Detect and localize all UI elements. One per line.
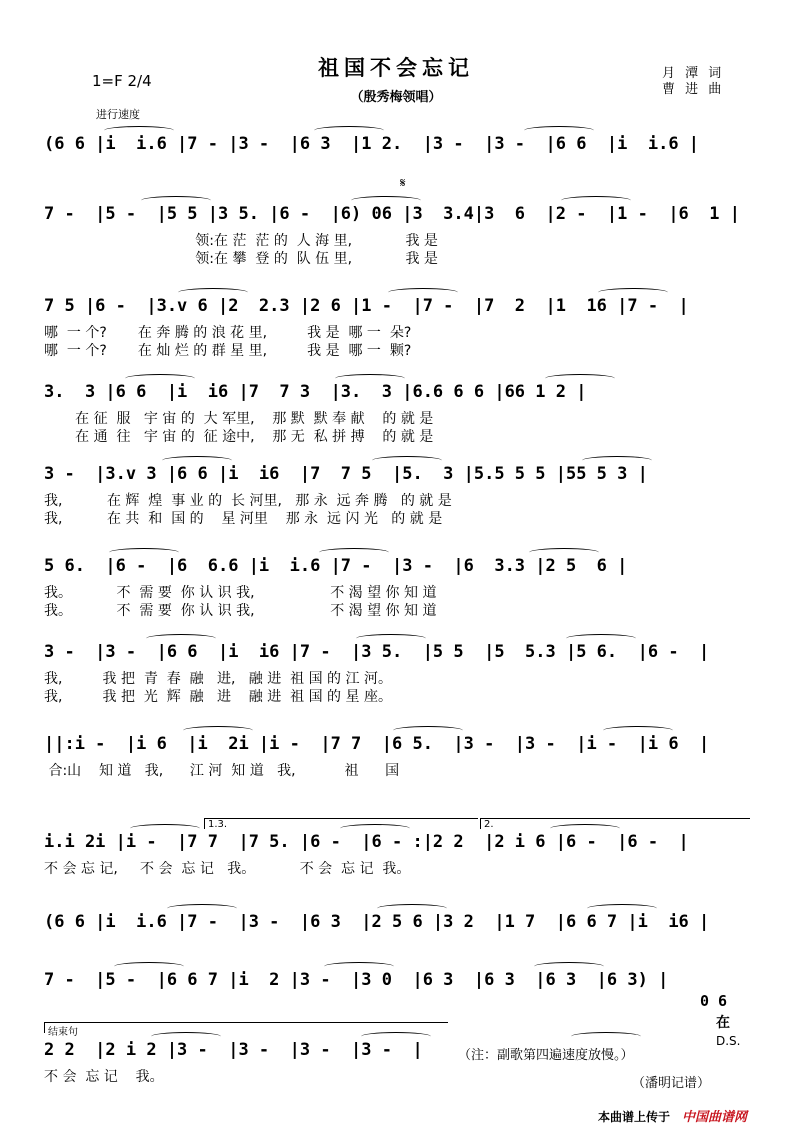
site-logo: 中国曲谱网 bbox=[682, 1110, 748, 1125]
lyrics-line: 我, 我 把 光 辉 融 进 融 进 祖 国 的 星 座。 bbox=[44, 689, 392, 705]
slur bbox=[335, 374, 405, 383]
slur bbox=[529, 548, 599, 557]
notation-line: 2 2 |2 i 2 |3 - |3 - |3 - |3 - | bbox=[44, 1040, 423, 1060]
lyrics-line: 领:在 攀 登 的 队 伍 里, 我 是 bbox=[44, 251, 438, 267]
notation-line: 3 - |3.v 3 |6 6 |i i6 |7 7 5 |5. 3 |5.5 5 5 |55 5 3 | bbox=[44, 464, 648, 484]
slur bbox=[571, 1032, 641, 1041]
slur bbox=[582, 456, 652, 465]
notation-line: 3 - |3 - |6 6 |i i6 |7 - |3 5. |5 5 |5 5.3 |5 6. |6 - | bbox=[44, 642, 710, 662]
footnote: （注：副歌第四遍速度放慢。） bbox=[458, 1048, 634, 1063]
pickup-notes: 0 6 bbox=[700, 992, 728, 1010]
slur bbox=[388, 288, 458, 297]
transcriber-credit: （潘明记谱） bbox=[632, 1076, 711, 1091]
notation-line: 7 - |5 - |5 5 |3 5. |6 - |6) 06 |3 3.4|3 6 |2 - |1 - |6 1 | bbox=[44, 204, 740, 224]
lyrics-line: 在 征 服 宇 宙 的 大 军里, 那 默 默 奉 献 的 就 是 bbox=[44, 411, 434, 427]
lyrics-line: 我, 我 把 青 春 融 进, 融 进 祖 国 的 江 河。 bbox=[44, 671, 392, 687]
lyrics-line: 领:在 茫 茫 的 人 海 里, 我 是 bbox=[44, 233, 438, 249]
slur bbox=[183, 726, 253, 735]
slur bbox=[561, 196, 631, 205]
ending-2-label: 2. bbox=[484, 819, 494, 830]
slur bbox=[319, 548, 389, 557]
segno-sign: 𝄋 bbox=[400, 176, 406, 191]
notation-line: ||:i - |i 6 |i 2i |i - |7 7 |6 5. |3 - |3 - |i - |i 6 | bbox=[44, 734, 710, 754]
notation-line: (6 6 |i i.6 |7 - |3 - |6 3 |2 5 6 |3 2 |1 7 |6 6 7 |i i6 | bbox=[44, 912, 710, 932]
slur bbox=[167, 904, 237, 913]
notation-line: 7 5 |6 - |3.v 6 |2 2.3 |2 6 |1 - |7 - |7 2 |1 16 |7 - | bbox=[44, 296, 689, 316]
slur bbox=[109, 548, 179, 557]
slur bbox=[146, 634, 216, 643]
lyrics-line: 我, 在 辉 煌 事 业 的 长 河里, 那 永 远 奔 腾 的 就 是 bbox=[44, 493, 452, 509]
notation-line: 7 - |5 - |6 6 7 |i 2 |3 - |3 0 |6 3 |6 3 |6 3 |6 3) | bbox=[44, 970, 669, 990]
composer-credit: 曹 进 曲 bbox=[662, 82, 725, 97]
slur bbox=[524, 126, 594, 135]
slur bbox=[377, 904, 447, 913]
slur bbox=[566, 634, 636, 643]
lyrics-line: 不 会 忘 记, 不 会 忘 记 我。 不 会 忘 记 我。 bbox=[44, 861, 411, 877]
lyrics-line: 我。 不 需 要 你 认 识 我, 不 渴 望 你 知 道 bbox=[44, 585, 437, 601]
tempo-marking: 进行速度 bbox=[96, 108, 140, 121]
slur bbox=[125, 374, 195, 383]
lyricist-credit: 月 潭 词 bbox=[662, 66, 725, 81]
slur bbox=[534, 962, 604, 971]
coda-label: 结束句 bbox=[48, 1027, 78, 1038]
lyrics-line: 我, 在 共 和 国 的 星 河里 那 永 远 闪 光 的 就 是 bbox=[44, 511, 443, 527]
notation-line: 5 6. |6 - |6 6.6 |i i.6 |7 - |3 - |6 3.3 |2 5 6 | bbox=[44, 556, 628, 576]
notation-line: 3. 3 |6 6 |i i6 |7 7 3 |3. 3 |6.6 6 6 |66 1 2 | bbox=[44, 382, 587, 402]
slur bbox=[598, 288, 668, 297]
pickup-word: 在 bbox=[716, 1015, 730, 1031]
slur bbox=[130, 824, 200, 833]
slur bbox=[104, 126, 174, 135]
lyrics-line: 在 通 往 宇 宙 的 征 途中, 那 无 私 拼 搏 的 就 是 bbox=[44, 429, 434, 445]
slur bbox=[141, 196, 211, 205]
slur bbox=[545, 374, 615, 383]
slur bbox=[393, 726, 463, 735]
slur bbox=[162, 456, 232, 465]
notation-line: (6 6 |i i.6 |7 - |3 - |6 3 |1 2. |3 - |3 - |6 6 |i i.6 | bbox=[44, 134, 700, 154]
lyrics-line: 哪 一 个? 在 奔 腾 的 浪 花 里, 我 是 哪 一 朵? bbox=[44, 325, 412, 341]
first-ending-bracket bbox=[204, 818, 478, 829]
slur bbox=[372, 456, 442, 465]
slur bbox=[324, 962, 394, 971]
notation-line: i.i 2i |i - |7 7 |7 5. |6 - |6 - :|2 2 |2 i 6 |6 - |6 - | bbox=[44, 832, 689, 852]
slur bbox=[351, 196, 421, 205]
slur bbox=[114, 962, 184, 971]
slur bbox=[356, 634, 426, 643]
slur bbox=[361, 1032, 431, 1041]
upload-notice: 本曲谱上传于 bbox=[598, 1110, 671, 1124]
slur bbox=[151, 1032, 221, 1041]
lyrics-line: 哪 一 个? 在 灿 烂 的 群 星 里, 我 是 哪 一 颗? bbox=[44, 343, 412, 359]
slur bbox=[603, 726, 673, 735]
slur bbox=[587, 904, 657, 913]
second-ending-bracket bbox=[480, 818, 750, 829]
lyrics-line: 合:山 知 道 我, 江 河 知 道 我, 祖 国 bbox=[44, 763, 400, 779]
lyrics-line: 不 会 忘 记 我。 bbox=[44, 1069, 164, 1085]
slur bbox=[314, 126, 384, 135]
key-signature: 1=F 2/4 bbox=[92, 72, 152, 90]
lyrics-line: 我。 不 需 要 你 认 识 我, 不 渴 望 你 知 道 bbox=[44, 603, 437, 619]
coda-bracket bbox=[44, 1022, 448, 1038]
ds-marking: D.S. bbox=[716, 1034, 741, 1048]
ending-1-3-label: 1.3. bbox=[208, 819, 228, 830]
singer-credit: （殷秀梅领唱） bbox=[350, 90, 442, 105]
song-title: 祖国不会忘记 bbox=[318, 55, 474, 80]
slur bbox=[178, 288, 248, 297]
